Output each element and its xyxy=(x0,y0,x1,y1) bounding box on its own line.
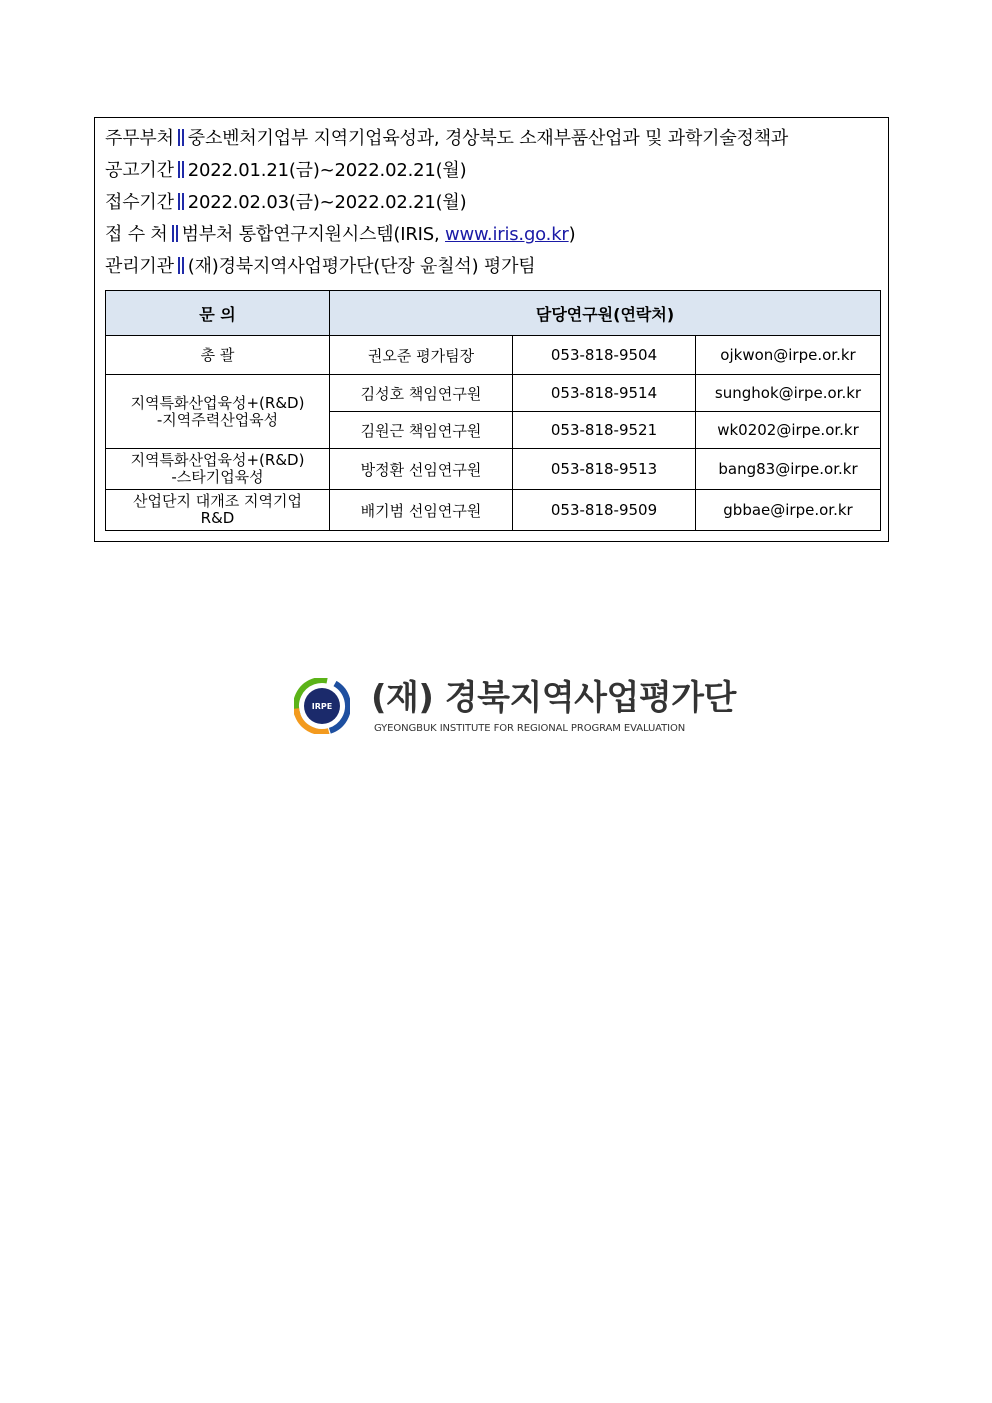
name-cell: 방정환 선임연구원 xyxy=(330,449,513,490)
info-value: 범부처 통합연구지원시스템(IRIS, xyxy=(181,224,446,245)
phone-cell: 053-818-9504 xyxy=(513,336,696,375)
email-cell: sunghok@irpe.or.kr xyxy=(696,375,881,412)
announcement-box xyxy=(94,117,889,542)
email-cell: wk0202@irpe.or.kr xyxy=(696,412,881,449)
iris-link[interactable]: www.iris.go.kr xyxy=(445,224,569,245)
table-row xyxy=(106,449,881,490)
table-row xyxy=(106,336,881,375)
double-bar-icon xyxy=(172,225,178,242)
inquiry-cell: 지역특화산업육성+(R&D) -스타기업육성 xyxy=(106,449,330,490)
contact-table xyxy=(105,290,881,531)
double-bar-icon xyxy=(178,161,184,178)
email-cell: gbbae@irpe.or.kr xyxy=(696,490,881,531)
header-inquiry: 문 의 xyxy=(106,291,330,336)
name-cell: 김원근 책임연구원 xyxy=(330,412,513,449)
phone-cell: 053-818-9513 xyxy=(513,449,696,490)
phone-cell: 053-818-9509 xyxy=(513,490,696,531)
info-value: 중소벤처기업부 지역기업육성과, 경상북도 소재부품산업과 및 과학기술정책과 xyxy=(187,128,789,149)
info-value: 2022.01.21(금)~2022.02.21(월) xyxy=(187,160,467,181)
irpe-emblem-icon xyxy=(294,678,350,734)
email-cell: bang83@irpe.or.kr xyxy=(696,449,881,490)
inquiry-cell: 총 괄 xyxy=(106,336,330,375)
info-ministry xyxy=(105,123,788,155)
info-value-suffix: ) xyxy=(568,224,576,245)
info-label: 접 수 처 xyxy=(105,224,168,245)
table-header-row xyxy=(106,291,881,336)
name-cell: 배기범 선임연구원 xyxy=(330,490,513,531)
info-notice-period xyxy=(105,155,466,187)
info-label: 접수기간 xyxy=(105,192,174,213)
table-row xyxy=(106,375,881,412)
info-label: 공고기간 xyxy=(105,160,174,181)
info-application-period xyxy=(105,187,466,219)
double-bar-icon xyxy=(178,129,184,146)
inquiry-cell: 산업단지 대개조 지역기업 R&D xyxy=(106,490,330,531)
info-managing-agency xyxy=(105,251,535,283)
logo-korean-name: (재) 경북지역사업평가단 xyxy=(371,678,736,718)
header-staff: 담당연구원(연락처) xyxy=(330,291,881,336)
info-value: (재)경북지역사업평가단(단장 윤칠석) 평가팀 xyxy=(187,256,536,277)
info-submission xyxy=(105,219,575,251)
info-label: 주무부처 xyxy=(105,128,174,149)
email-cell: ojkwon@irpe.or.kr xyxy=(696,336,881,375)
info-label: 관리기관 xyxy=(105,256,174,277)
logo-english-name: GYEONGBUK INSTITUTE FOR REGIONAL PROGRAM EVALUATION xyxy=(374,723,686,734)
name-cell: 김성호 책임연구원 xyxy=(330,375,513,412)
svg-text:IRPE: IRPE xyxy=(311,702,333,711)
table-row xyxy=(106,490,881,531)
name-cell: 권오준 평가팀장 xyxy=(330,336,513,375)
double-bar-icon xyxy=(178,193,184,210)
phone-cell: 053-818-9521 xyxy=(513,412,696,449)
double-bar-icon xyxy=(178,257,184,274)
phone-cell: 053-818-9514 xyxy=(513,375,696,412)
info-value: 2022.02.03(금)~2022.02.21(월) xyxy=(187,192,467,213)
inquiry-cell: 지역특화산업육성+(R&D) -지역주력산업육성 xyxy=(106,375,330,449)
organization-logo xyxy=(294,676,736,738)
